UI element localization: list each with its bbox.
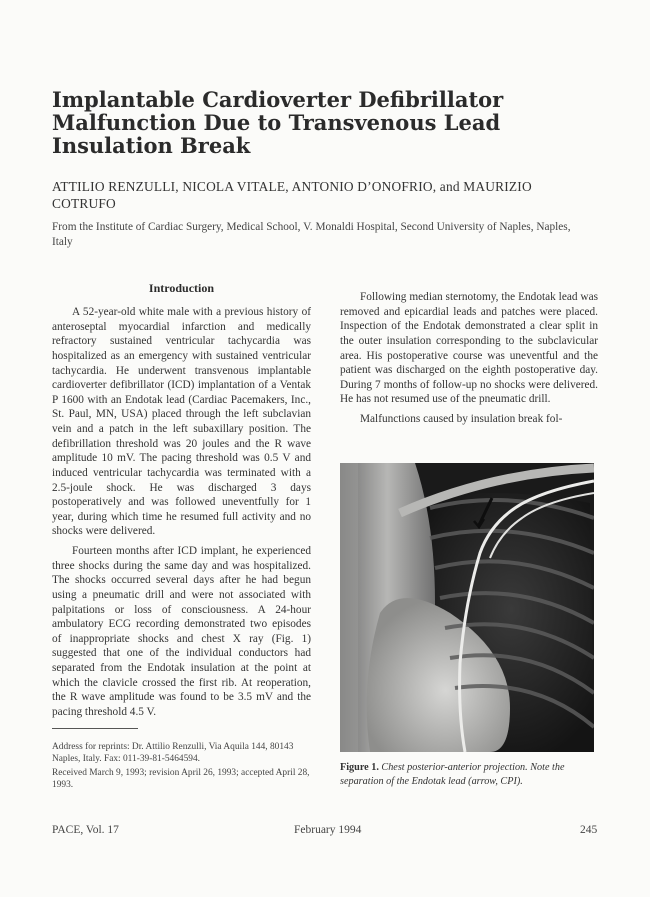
footer-date: February 1994	[294, 824, 362, 836]
body-paragraph: Fourteen months after ICD implant, he experienced three shocks during the same day and was hospitalized. The shocks occurred several days after he had begun using a pneumatic drill and were not associated with palpitations or loss of consciousness. A 24-hour ambulatory ECG recording demonstrated two episodes of inappropriate shocks and chest X ray (Fig. 1) suggested that one of the individual conductors had separated from the Endotak insulation at the point at which the clavicle crossed the first rib. At reoperation, the R wave amplitude was found to be 3.5 mV and the pacing threshold 4.5 V.	[52, 545, 311, 718]
section-heading-introduction: Introduction	[148, 281, 215, 295]
chest-xray-figure	[340, 463, 594, 752]
footnote-reprints: Address for reprints: Dr. Attilio Renzulli, Via Aquila 144, 80143 Naples, Italy. Fax: 011-39-81-5464594.	[52, 742, 294, 764]
chest-xray-image	[340, 463, 594, 752]
footnote-divider	[52, 728, 138, 729]
author-list: ATTILIO RENZULLI, NICOLA VITALE, ANTONIO D’ONOFRIO, and MAURIZIO COTRUFO	[52, 179, 532, 211]
article-title: Implantable Cardioverter Defibrillator Malfunction Due to Transvenous Lead Insulation Break	[52, 87, 504, 158]
footer-page-number: 245	[580, 824, 598, 836]
left-column	[52, 280, 311, 725]
affiliation: From the Institute of Cardiac Surgery, Medical School, V. Monaldi Hospital, Second University of Naples, Naples, Italy	[52, 221, 571, 248]
body-paragraph: A 52-year-old white male with a previous history of anteroseptal myocardial infarction and medically refractory sustained ventricular tachycardia was hospitalized as an emergency with sustained ventricular tachycardia. He underwent transvenous implantable cardioverter defibrillator (ICD) implantation of a Ventak P 1600 with an Endotak lead (Cardiac Pacemakers, Inc., St. Paul, MN, USA) placed through the left subclavian vein and a patch in the left subaxillary position. The defibrillation threshold was 20 joules and the R wave amplitude 10 mV. The pacing threshold was 0.5 V and induced ventricular tachycardia was terminated with a 2.5-joule shock. He was discharged 3 days postoperatively and was followed uneventfully for 1 year, during which time he resumed full activity and no shocks were delivered.	[52, 306, 311, 538]
figure-caption-text: Chest posterior-anterior projection. Note the separation of the Endotak lead (arrow, CPI).	[340, 762, 565, 787]
footnote-received: Received March 9, 1993; revision April 26, 1993; accepted April 28, 1993.	[52, 768, 310, 790]
figure-label: Figure 1.	[340, 762, 379, 773]
right-column	[340, 290, 598, 432]
body-paragraph: Following median sternotomy, the Endotak lead was removed and epicardial leads and patches were placed. Inspection of the Endotak demonstrated a clear split in the outer insulation corresponding to the subclavicular area. His postoperative course was uneventful and the patient was discharged on the eighth postoperative day. During 7 months of follow-up no shocks were delivered. He has not resumed use of the pneumatic drill.	[340, 291, 598, 406]
figure-caption	[340, 761, 602, 789]
footer-journal: PACE, Vol. 17	[52, 824, 119, 836]
body-paragraph: Malfunctions caused by insulation break fol-	[360, 413, 563, 425]
